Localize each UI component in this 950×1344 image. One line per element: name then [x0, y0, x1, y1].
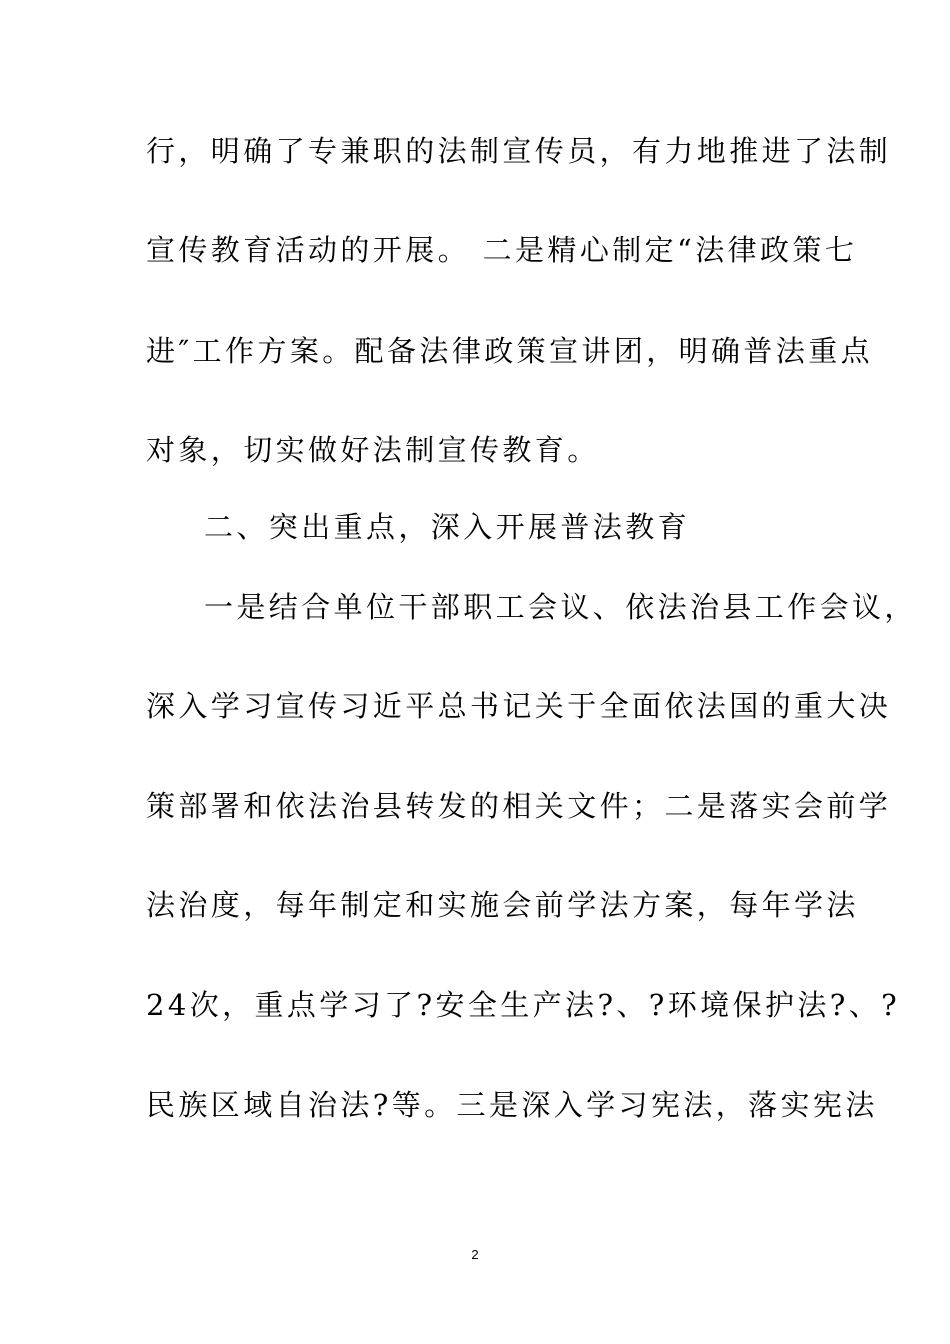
- body-text-line: 深入学习宣传习近平总书记关于全面依法国的重大决: [146, 689, 892, 723]
- page-number: 2: [471, 1247, 479, 1262]
- body-text-line: 进″工作方案。配备法律政策宣讲团，明确普法重点: [146, 334, 874, 368]
- body-text-line: 民族区域自治法?等。三是深入学习宪法，落实宪法: [146, 1088, 878, 1122]
- body-text-line: 策部署和依法治县转发的相关文件；二是落实会前学: [146, 789, 892, 823]
- body-text-line: 行，明确了专兼职的法制宣传员，有力地推进了法制: [146, 134, 892, 168]
- section-heading: 二、突出重点，深入开展普法教育: [204, 510, 691, 544]
- body-text-line: 对象，切实做好法制宣传教育。: [146, 433, 600, 467]
- body-text-line: 法治度，每年制定和实施会前学法方案，每年学法: [146, 888, 859, 922]
- body-text-line: 24次，重点学习了?安全生产法?、?环境保护法?、?: [146, 988, 901, 1022]
- body-text-line: 宣传教育活动的开展。 二是精心制定“法律政策七: [146, 233, 858, 267]
- paragraph-first-line: 一是结合单位干部职工会议、依法治县工作会议，: [204, 590, 917, 624]
